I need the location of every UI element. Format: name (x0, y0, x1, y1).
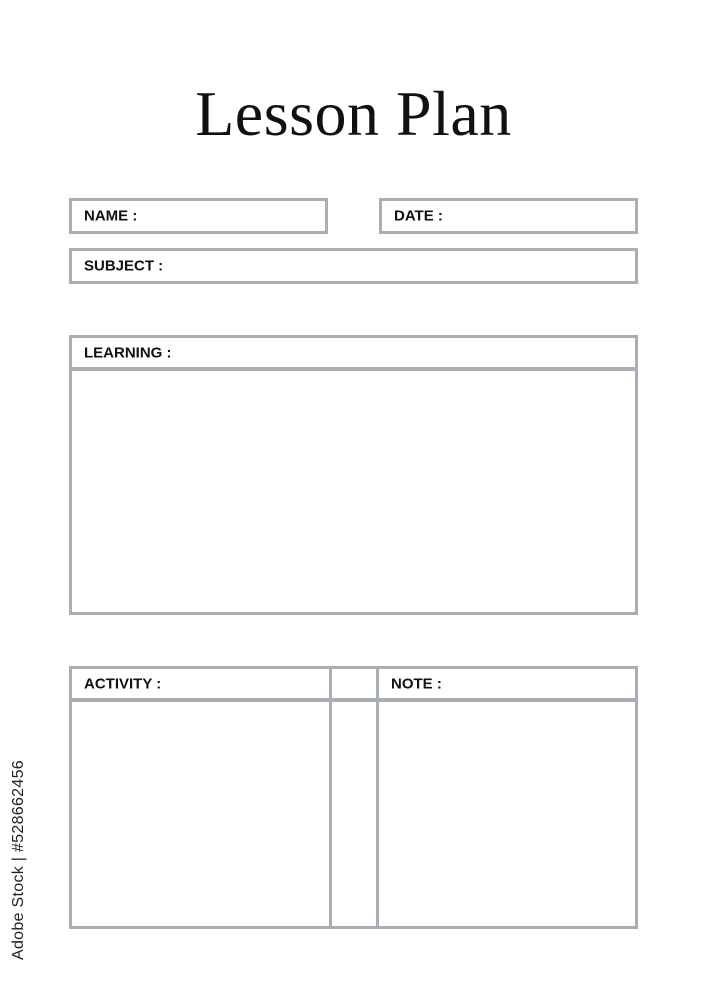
subject-field[interactable] (69, 248, 638, 284)
name-field[interactable] (69, 198, 328, 234)
date-field[interactable] (379, 198, 638, 234)
activity-header (69, 666, 332, 701)
page-title: Lesson Plan (195, 78, 512, 149)
spacer-column-header (329, 666, 379, 701)
subject-label: SUBJECT : (84, 257, 164, 275)
spacer-column (329, 699, 379, 929)
activity-label: ACTIVITY : (84, 675, 162, 692)
learning-label: LEARNING : (84, 344, 172, 361)
activity-area[interactable] (69, 699, 332, 929)
note-area[interactable] (376, 699, 638, 929)
learning-area[interactable] (69, 368, 638, 615)
learning-header (69, 335, 638, 370)
note-header (376, 666, 638, 701)
stock-watermark (6, 760, 32, 960)
date-label: DATE : (394, 207, 443, 225)
stock-watermark-text: Adobe Stock | #528662456 (10, 760, 27, 960)
note-label: NOTE : (391, 675, 442, 692)
name-label: NAME : (84, 207, 138, 225)
